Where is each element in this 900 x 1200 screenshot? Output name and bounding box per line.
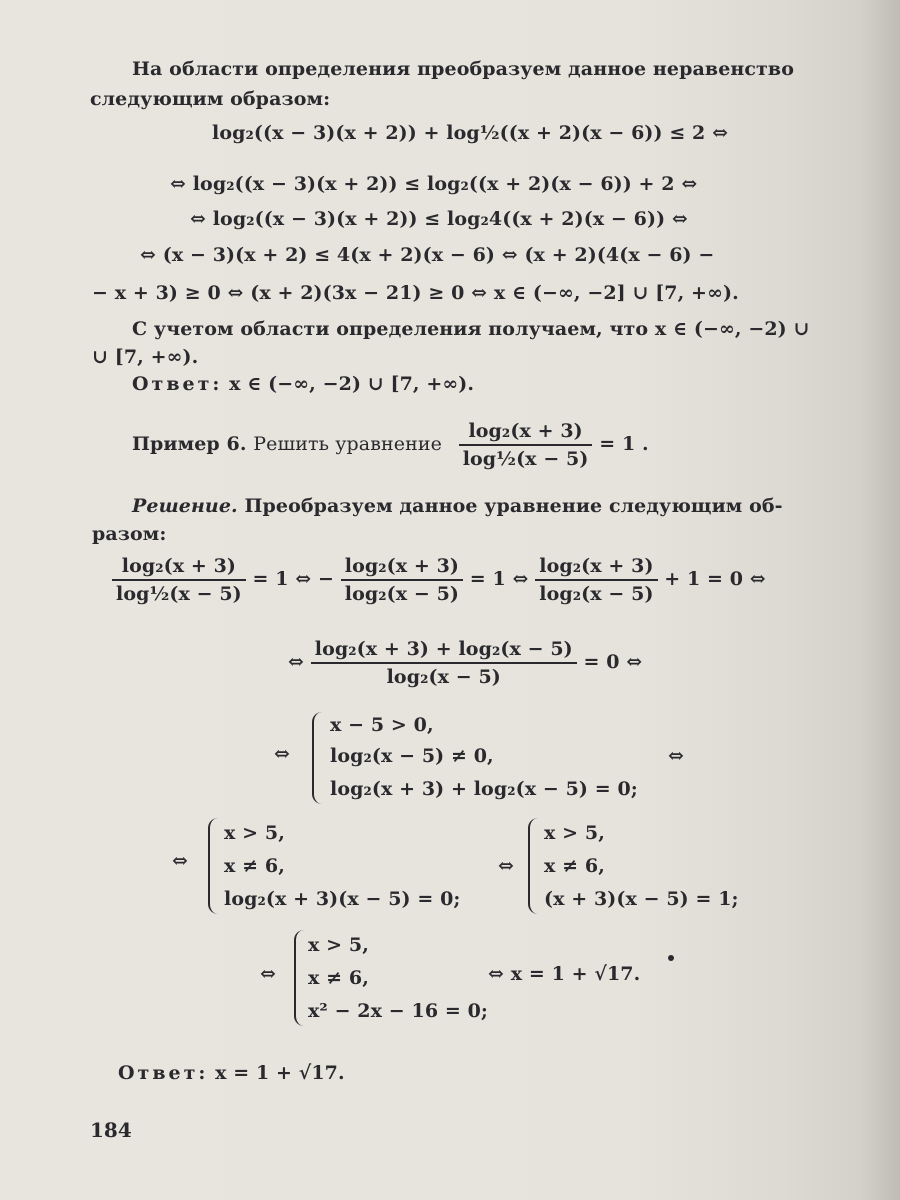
answer-line (118, 1062, 345, 1084)
equation-line: ⇔ log₂((x − 3)(x + 2)) ≤ log₂4((x + 2)(x − 6)) ⇔ (190, 208, 688, 230)
fraction-numerator: log₂(x + 3) (341, 555, 463, 581)
fraction (112, 555, 246, 605)
equation-text: = 1 ⇔ − (252, 568, 335, 590)
equivalence-sign: ⇔ (288, 651, 305, 673)
system-row: x − 5 > 0, (330, 714, 434, 736)
fraction-numerator: log₂(x + 3) (459, 420, 593, 446)
equivalence-sign: ⇔ (260, 963, 277, 985)
system-brace (312, 712, 328, 804)
fraction-numerator: log₂(x + 3) (535, 555, 657, 581)
fraction-denominator: log₂(x − 5) (344, 583, 460, 605)
system-row: x > 5, (224, 822, 285, 844)
equation-line: ⇔ (x − 3)(x + 2) ≤ 4(x + 2)(x − 6) ⇔ (x + 2)(4(x − 6) − (140, 244, 715, 266)
system-row: x ≠ 6, (544, 855, 605, 877)
solution-text: Преобразуем данное уравнение следующим об- (244, 495, 783, 517)
answer-label: Ответ: (132, 373, 223, 395)
system-result: ⇔ x = 1 + √17. (488, 963, 641, 985)
page-edge-shadow (860, 0, 900, 1200)
equation-line: ⇔ log₂((x − 3)(x + 2)) ≤ log₂((x + 2)(x − 6)) + 2 ⇔ (170, 173, 698, 195)
fraction-denominator: log½(x − 5) (116, 583, 242, 605)
equation-text: = 0 ⇔ (583, 651, 643, 673)
fraction (311, 638, 577, 688)
equivalence-sign: ⇔ (668, 745, 685, 767)
example-text: Решить уравнение (253, 433, 442, 455)
fraction-denominator: log½(x − 5) (462, 448, 589, 470)
equation-line (112, 555, 766, 605)
equation-text: + 1 = 0 ⇔ (664, 568, 766, 590)
example-title: Пример 6. (132, 433, 247, 455)
page-number: 184 (90, 1118, 132, 1142)
paragraph-line: разом: (92, 523, 167, 545)
paragraph-line: С учетом области определения получаем, что x ∈ (−∞, −2) ∪ (132, 318, 810, 340)
system-brace (208, 818, 224, 914)
paragraph-line: ∪ [7, +∞). (92, 346, 199, 368)
equation-line (288, 638, 642, 688)
system-row: x > 5, (308, 934, 369, 956)
equivalence-sign: ⇔ (172, 850, 189, 872)
answer-line (132, 373, 474, 395)
example-fraction (459, 420, 593, 470)
fraction (341, 555, 463, 605)
fraction (535, 555, 657, 605)
system-row: x ≠ 6, (224, 855, 285, 877)
paragraph-line: следующим образом: (90, 88, 331, 110)
equation-text: = 1 ⇔ (469, 568, 529, 590)
system-row: x² − 2x − 16 = 0; (308, 1000, 489, 1022)
system-row: log₂(x + 3)(x − 5) = 0; (224, 888, 461, 910)
system-row: log₂(x − 5) ≠ 0, (330, 745, 494, 767)
equivalence-sign: ⇔ (498, 855, 515, 877)
system-row: x > 5, (544, 822, 605, 844)
solution-line (132, 495, 783, 517)
fraction-numerator: log₂(x + 3) (112, 555, 246, 581)
system-brace (528, 818, 544, 914)
fraction-denominator: log₂(x − 5) (539, 583, 654, 605)
paragraph-line: На области определения преобразуем данное неравенство (132, 58, 795, 80)
answer-value: x = 1 + √17. (215, 1062, 345, 1084)
system-row: log₂(x + 3) + log₂(x − 5) = 0; (330, 778, 638, 800)
equivalence-sign: ⇔ (274, 743, 291, 765)
example-rhs: = 1 . (599, 433, 649, 455)
answer-label: Ответ: (118, 1062, 209, 1084)
system-row: (x + 3)(x − 5) = 1; (544, 888, 739, 910)
example-heading (132, 420, 649, 470)
equation-line: log₂((x − 3)(x + 2)) + log½((x + 2)(x − 6)) ≤ 2 ⇔ (212, 122, 729, 144)
solution-label: Решение. (132, 495, 238, 517)
ink-dot (668, 955, 674, 961)
answer-value: x ∈ (−∞, −2) ∪ [7, +∞). (229, 373, 475, 395)
equation-line: − x + 3) ≥ 0 ⇔ (x + 2)(3x − 21) ≥ 0 ⇔ x ∈ (−∞, −2] ∪ [7, +∞). (92, 282, 739, 304)
fraction-numerator: log₂(x + 3) + log₂(x − 5) (311, 638, 577, 664)
system-row: x ≠ 6, (308, 967, 369, 989)
fraction-denominator: log₂(x − 5) (386, 666, 501, 688)
